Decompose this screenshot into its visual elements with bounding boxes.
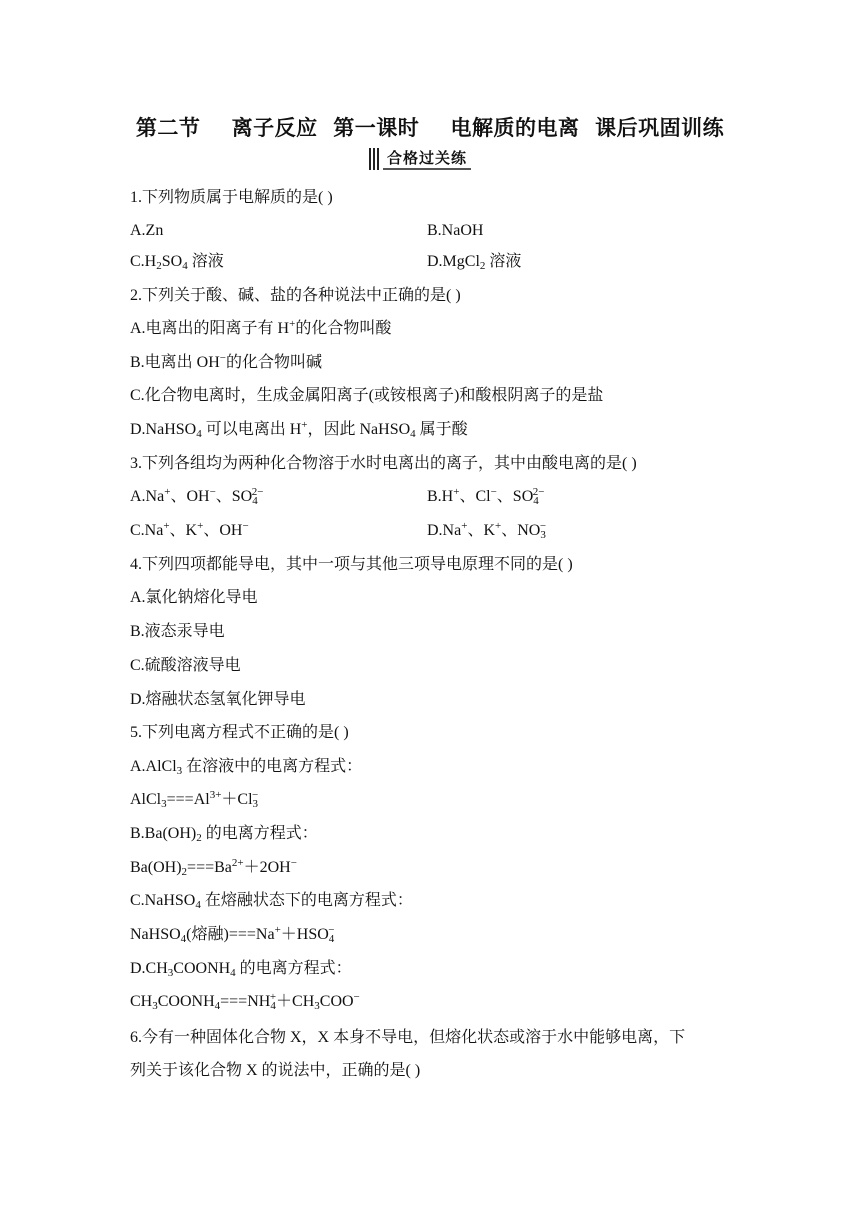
question-5-equation-c: NaHSO$_4$(熔融)$===Na^++HSO_4^-$ <box>130 924 335 945</box>
question-2-option-d: D.NaHSO$_4$ 可以电离出 H+，因此 NaHSO$_4$ 属于酸 <box>130 419 468 440</box>
question-1-option-d: D.MgCl$_2$ 溶液 <box>427 253 522 272</box>
question-5-option-c: C.NaHSO$_4$ 在熔融状态下的电离方程式： <box>130 892 413 911</box>
question-3-option-b: B.H+、Cl−、$SO_4^{2-}$ <box>427 486 545 507</box>
question-6-stem-line-2: 列关于该化合物 X 的说法中，正确的是( ) <box>130 1062 421 1079</box>
question-3-option-d: D.Na+、K+、$NO_3^-$ <box>427 520 547 541</box>
section-badge <box>369 148 471 170</box>
question-2-stem: 2.下列关于酸、碱、盐的各种说法中正确的是( ) <box>130 287 461 304</box>
question-5-option-a: A.AlCl$_3$ 在溶液中的电离方程式： <box>130 758 363 777</box>
question-4-option-c: C.硫酸溶液导电 <box>130 657 241 674</box>
question-5-equation-d: $CH_3COONH_4===NH_4^++CH_3COO^-$ <box>130 991 360 1012</box>
question-3-option-c: C.Na+、K+、OH− <box>130 520 249 539</box>
question-6-stem-line-1: 6.今有一种固体化合物 X，X 本身不导电，但熔化状态或溶于水中能够电离，下 <box>130 1029 686 1046</box>
question-4-option-d: D.熔融状态氢氧化钾导电 <box>130 691 306 708</box>
question-4-option-a: A.氯化钠熔化导电 <box>130 589 258 606</box>
question-5-equation-b: $Ba(OH)_2===Ba^{2+}+2OH^-$ <box>130 857 297 878</box>
badge-bars-icon <box>369 148 379 170</box>
question-4-stem: 4.下列四项都能导电，其中一项与其他三项导电原理不同的是( ) <box>130 556 573 573</box>
question-5-option-b: $B.Ba(OH)_2$ 的电离方程式： <box>130 825 318 844</box>
question-5-stem: 5.下列电离方程式不正确的是( ) <box>130 724 349 741</box>
question-1-option-a: A.Zn <box>130 222 164 239</box>
question-3-stem: 3.下列各组均为两种化合物溶于水时电离出的离子，其中由酸电离的是( ) <box>130 455 637 472</box>
question-2-option-a: A.电离出的阳离子有 H+的化合物叫酸 <box>130 318 392 337</box>
question-1-stem: 1.下列物质属于电解质的是( ) <box>130 189 333 206</box>
question-1-option-b: B.NaOH <box>427 222 484 239</box>
question-2-option-b: B.电离出 OH−的化合物叫碱 <box>130 352 323 371</box>
question-5-option-d: $D.CH_3COONH_4$ 的电离方程式： <box>130 960 352 979</box>
question-2-option-c: C.化合物电离时，生成金属阳离子(或铵根离子)和酸根阴离子的是盐 <box>130 387 604 404</box>
badge-label: 合格过关练 <box>383 148 471 170</box>
question-3-option-a: A.Na+、OH−、$SO_4^{2-}$ <box>130 486 264 507</box>
question-5-equation-a: $AlCl_3===Al^{3+}+Cl_3^-$ <box>130 789 259 810</box>
page-title: 第二节 离子反应 第一课时 电解质的电离 课后巩固训练 <box>135 116 725 140</box>
question-4-option-b: B.液态汞导电 <box>130 623 225 640</box>
question-1-option-c: $C.H_2SO_4$ 溶液 <box>130 253 224 272</box>
